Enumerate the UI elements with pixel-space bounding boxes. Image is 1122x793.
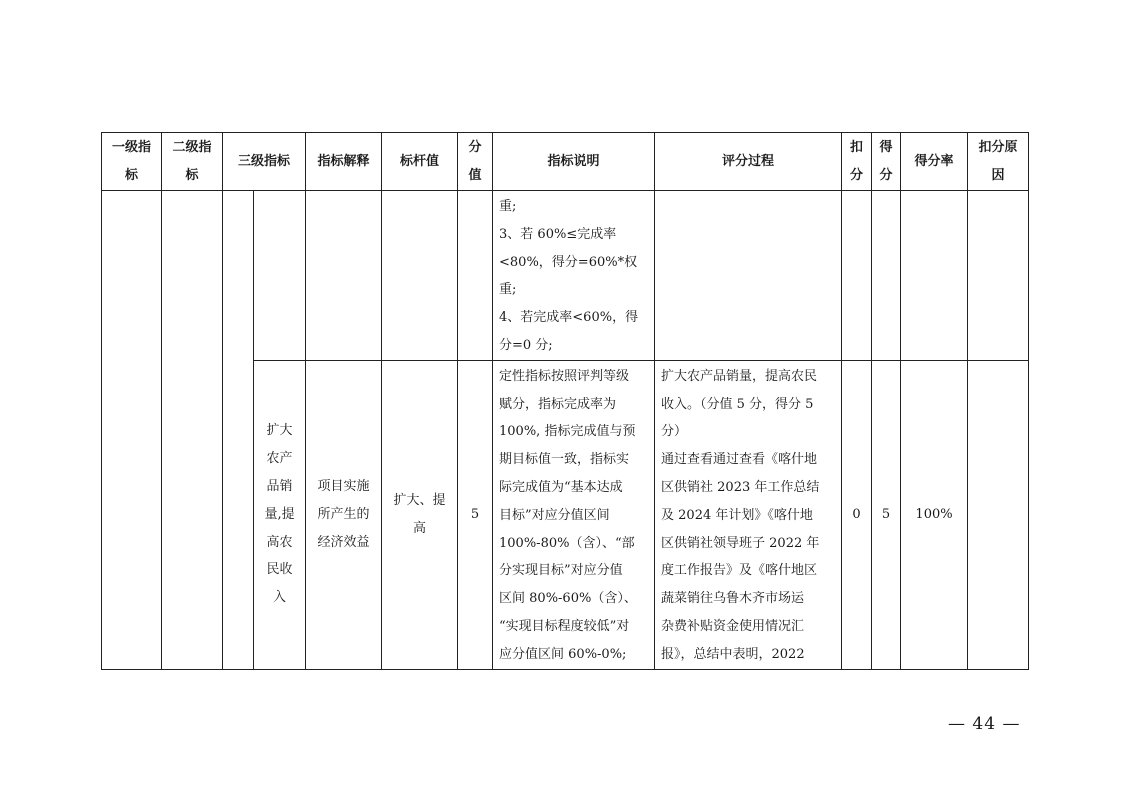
cell-deduct: [842, 191, 872, 361]
header-obtained: 得 分: [872, 133, 901, 191]
cell-score-value: [458, 191, 493, 361]
cell-rate: [901, 191, 968, 361]
header-level3: 三级指标: [223, 133, 306, 191]
header-process: 评分过程: [655, 133, 842, 191]
cell-explanation: [306, 191, 382, 361]
cell-process: 扩大农产品销量，提高农民 收入。（分值 5 分，得分 5 分） 通过查看通过查看《喀什地 区供销社 2023 年工作总结 及 2024 年计划》《喀什地 区供销社领导班子 2022 年 度工作报告》及《喀什地区 蔬菜销往乌鲁木齐市场运 杂费补贴资金使用情况汇 报》，总结中表明，2022: [655, 360, 842, 669]
cell-rate: 100%: [901, 360, 968, 669]
cell-obtained: 5: [872, 360, 901, 669]
cell-reason: [968, 191, 1029, 361]
cell-benchmark: 扩大、提 高: [382, 360, 458, 669]
cell-level2: [162, 191, 223, 670]
cell-obtained: [872, 191, 901, 361]
header-score-value: 分 值: [458, 133, 493, 191]
header-benchmark: 标杆值: [382, 133, 458, 191]
page-number: — 44 —: [948, 714, 1021, 734]
cell-description: 重; 3、若 60%≤完成率 <80%，得分=60%*权 重; 4、若完成率<60%，得 分=0 分;: [493, 191, 655, 361]
table-row: [102, 191, 1029, 361]
header-level1: 一级指 标: [102, 133, 162, 191]
header-deduct: 扣 分: [842, 133, 872, 191]
cell-reason: [968, 360, 1029, 669]
cell-benchmark: [382, 191, 458, 361]
header-level2: 二级指 标: [162, 133, 223, 191]
cell-score-value: 5: [458, 360, 493, 669]
header-explanation: 指标解释: [306, 133, 382, 191]
cell-level1: [102, 191, 162, 670]
header-rate: 得分率: [901, 133, 968, 191]
cell-description: 定性指标按照评判等级 赋分，指标完成率为 100%, 指标完成值与预 期目标值一致，指标实 际完成值为“基本达成 目标”对应分值区间 100%-80%（含）、“部 分实现目标”对应分值 区间 80%-60%（含）、 “实现目标程度较低”对 应分值区间 60%-0%;: [493, 360, 655, 669]
header-reason: 扣分原 因: [968, 133, 1029, 191]
cell-explanation: 项目实施 所产生的 经济效益: [306, 360, 382, 669]
cell-indicator: [254, 191, 306, 361]
cell-process: [655, 191, 842, 361]
cell-deduct: 0: [842, 360, 872, 669]
cell-level3-group: [223, 191, 254, 670]
cell-indicator: 扩大 农产 品销 量,提 高农 民收 入: [254, 360, 306, 669]
header-row: [102, 133, 1029, 191]
evaluation-table: [101, 132, 1029, 670]
header-description: 指标说明: [493, 133, 655, 191]
